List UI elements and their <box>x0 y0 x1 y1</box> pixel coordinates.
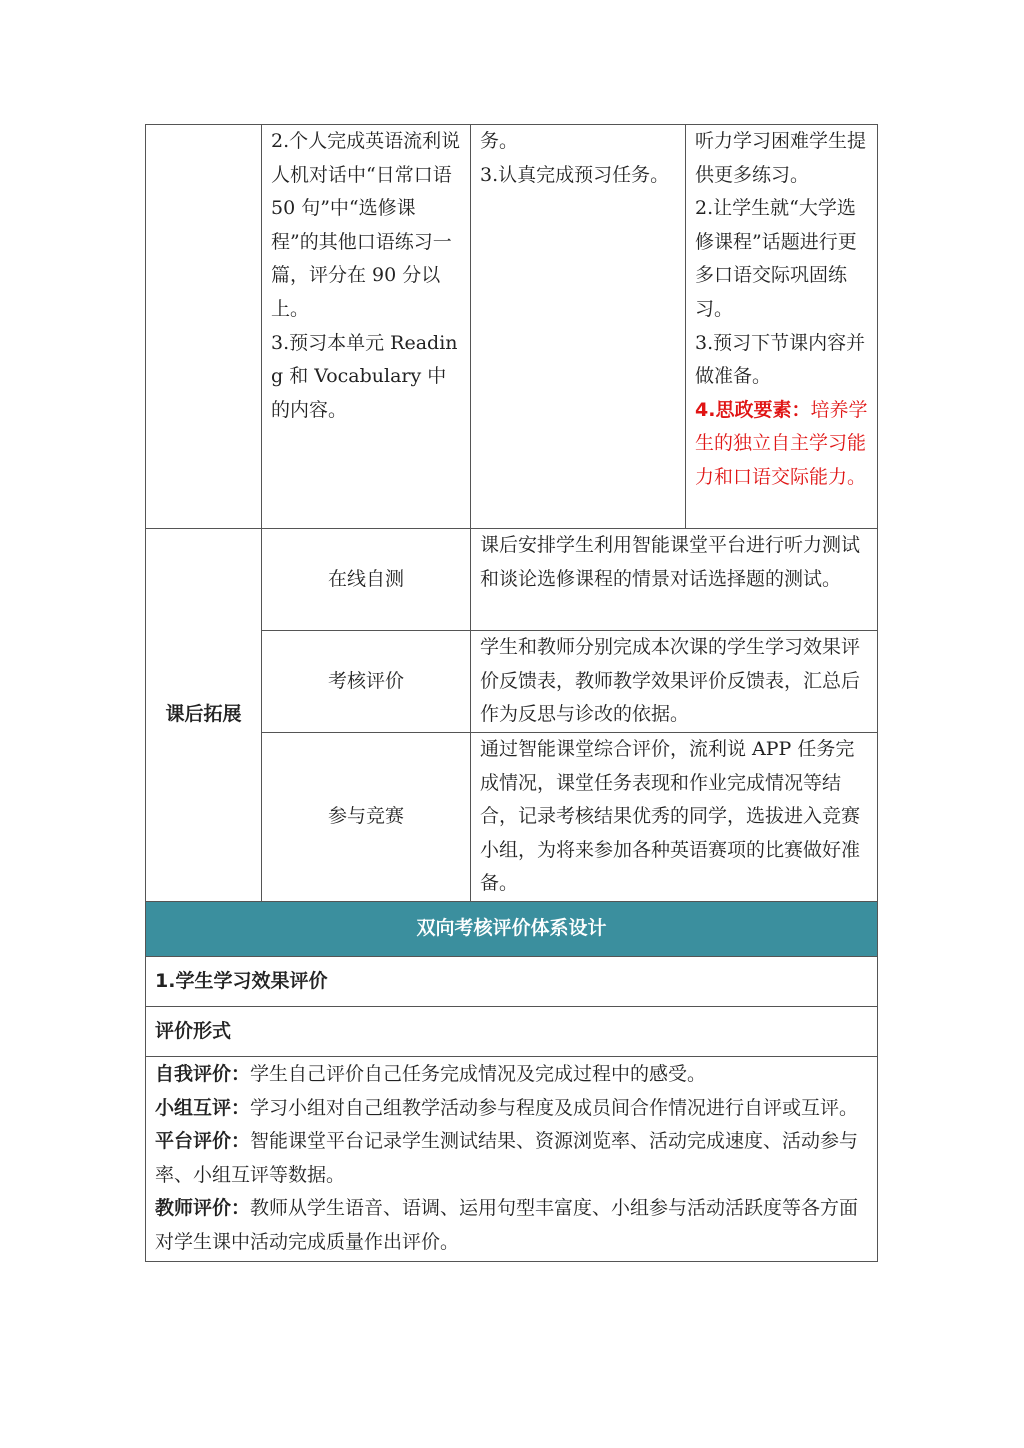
item-label: 参与竞赛 <box>262 733 471 902</box>
eval-item <box>155 1058 868 1092</box>
eval-item-label: 小组互评： <box>155 1096 251 1119</box>
design-intent-cell <box>686 125 878 529</box>
eval-item-text: 学习小组对自己组教学活动参与程度及成员间合作情况进行自评或互评。 <box>250 1096 859 1119</box>
eval-item <box>155 1125 868 1192</box>
eval-item-text: 教师从学生语音、语调、运用句型丰富度、小组参与活动活跃度等各方面对学生课中活动完成质量作出评价。 <box>155 1197 859 1253</box>
lesson-plan-table <box>145 124 878 1262</box>
table-row <box>146 957 878 1007</box>
list-item: 2.让学生就“大学选修课程”话题进行更多口语交际巩固练习。 <box>695 197 857 320</box>
list-item: 听力学习困难学生提供更多练习。 <box>695 130 867 186</box>
list-item: 3.认真完成预习任务。 <box>480 163 670 186</box>
item-description: 通过智能课堂综合评价，流利说 APP 任务完成情况，课堂任务表现和作业完成情况等结合，记录考核结果优秀的同学，选拔进入竞赛小组，为将来参加各种英语赛项的比赛做好准备。 <box>471 733 878 902</box>
form-label: 评价形式 <box>146 1007 878 1057</box>
list-item: 3.预习本单元 Reading 和 Vocabulary 中的内容。 <box>271 331 458 421</box>
list-item: 务。 <box>480 130 519 152</box>
student-tasks-cell <box>262 125 471 529</box>
eval-item-label: 自我评价： <box>155 1063 251 1085</box>
table-row <box>146 125 878 529</box>
table-row <box>146 1057 878 1262</box>
list-item: 2.个人完成英语流利说人机对话中“日常口语 50 句”中“选修课程”的其他口语练习一篇，评分在 90 分以上。 <box>271 130 461 320</box>
section-title: 1.学生学习效果评价 <box>146 957 878 1007</box>
item-description: 学生和教师分别完成本次课的学生学习效果评价反馈表，教师教学效果评价反馈表，汇总后作为反思与诊改的依据。 <box>471 631 878 733</box>
item-label: 考核评价 <box>262 631 471 733</box>
eval-item <box>155 1192 868 1259</box>
eval-item-text: 智能课堂平台记录学生测试结果、资源浏览率、活动完成速度、活动参与率、小组互评等数据。 <box>155 1130 859 1186</box>
eval-item-label: 教师评价： <box>155 1197 251 1220</box>
after-class-label: 课后拓展 <box>146 529 262 902</box>
ideology-text: 培养学生的独立自主学习能力和口语交际能力。 <box>695 398 868 488</box>
item-label: 在线自测 <box>262 529 471 631</box>
eval-item <box>155 1092 868 1126</box>
student-activity-cell <box>471 125 686 529</box>
item-description: 课后安排学生利用智能课堂平台进行听力测试和谈论选修课程的情景对话选择题的测试。 <box>471 529 878 631</box>
table-row <box>146 529 878 631</box>
empty-cell <box>146 125 262 529</box>
ideology-element <box>695 394 868 495</box>
eval-forms-cell <box>146 1057 878 1262</box>
eval-item-text: 学生自己评价自己任务完成情况及完成过程中的感受。 <box>250 1063 707 1085</box>
section-header: 双向考核评价体系设计 <box>146 902 878 957</box>
eval-item-label: 平台评价： <box>155 1130 251 1153</box>
ideology-label: 4.思政要素： <box>695 398 811 421</box>
table-row <box>146 1007 878 1057</box>
list-item: 3.预习下节课内容并做准备。 <box>695 331 866 388</box>
table-row <box>146 902 878 957</box>
